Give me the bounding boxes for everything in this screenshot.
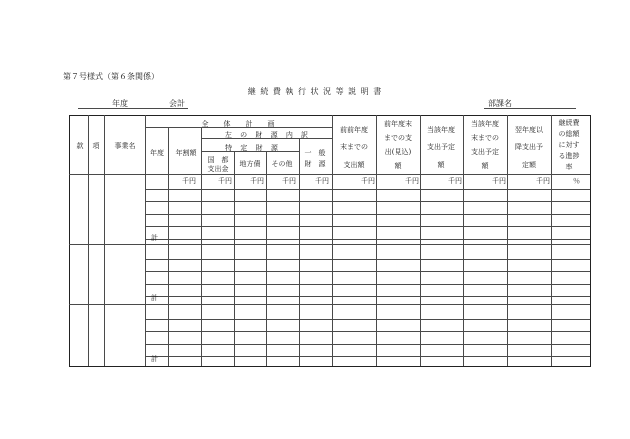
grid-line-v <box>69 115 70 366</box>
header-next-2: 降支出予 <box>515 143 543 151</box>
header-annual-amount: 年割額 <box>175 149 197 157</box>
unit-general: 千円 <box>315 177 329 185</box>
header-other: その他 <box>271 160 293 168</box>
grid-line-v <box>332 115 333 366</box>
header-progress-4: る進捗 <box>558 152 580 160</box>
header-prev-prev-2: 末までの <box>340 143 368 151</box>
grid-line-h <box>69 366 590 367</box>
header-progress-2: の総額 <box>558 130 580 138</box>
header-local-bond: 地方債 <box>239 160 261 168</box>
unit-cur-sched: 千円 <box>448 177 462 185</box>
header-project: 事業名 <box>114 142 136 150</box>
header-kou: 項 <box>92 142 100 150</box>
grid-line-h <box>145 319 590 320</box>
header-general-1: 一 般 <box>304 149 326 157</box>
unit-national: 千円 <box>218 177 232 185</box>
header-kan: 款 <box>76 142 84 150</box>
grid-line-v <box>420 115 421 366</box>
header-cur-sched-1: 当該年度 <box>427 126 455 134</box>
grid-line-h <box>69 115 590 116</box>
grid-line-v <box>376 115 377 366</box>
department-label: 部課名 <box>488 99 512 108</box>
header-cur-sched-3: 額 <box>437 161 445 169</box>
header-nendo: 年度 <box>150 149 164 157</box>
grid-line-h <box>145 214 590 215</box>
header-breakdown: 左 の 財 源 内 訳 <box>224 131 312 139</box>
header-special-funds: 特 定 財 源 <box>225 144 281 152</box>
header-prev-end-4: 額 <box>394 162 402 170</box>
unit-annual: 千円 <box>182 177 196 185</box>
unit-other: 千円 <box>282 177 296 185</box>
header-general-2: 財 源 <box>304 160 326 168</box>
grid-line-v <box>463 115 464 366</box>
grid-line-v <box>590 115 591 367</box>
grid-line-v <box>507 115 508 366</box>
grid-line-h <box>145 271 590 272</box>
header-overall-plan: 全 体 計 画 <box>201 120 279 128</box>
header-prev-prev-1: 前前年度 <box>340 126 368 134</box>
grid-line-h <box>145 226 590 227</box>
grid-line-v <box>104 115 105 366</box>
total-label: 計 <box>151 294 158 302</box>
header-progress-5: 率 <box>565 163 573 171</box>
grid-line-h <box>145 259 590 260</box>
grid-line-h <box>145 356 590 357</box>
grid-line-h <box>145 284 590 285</box>
header-progress-1: 継続費 <box>558 119 580 127</box>
unit-local-bond: 千円 <box>250 177 264 185</box>
document-title: 継 続 費 執 行 状 況 等 説 明 書 <box>247 87 383 96</box>
header-progress-3: に対す <box>558 141 580 149</box>
grid-line-h <box>69 304 590 305</box>
year-label: 年度 <box>112 99 128 108</box>
total-label: 計 <box>151 234 158 242</box>
grid-line-h <box>145 189 590 190</box>
header-next-3: 定額 <box>522 161 536 169</box>
account-label: 会計 <box>169 99 185 108</box>
header-cur-end-2: 末までの <box>471 134 499 142</box>
header-next-1: 翌年度以 <box>515 126 543 134</box>
unit-next: 千円 <box>536 177 550 185</box>
unit-prev-end: 千円 <box>405 177 419 185</box>
header-prev-end-2: までの支 <box>384 134 412 142</box>
department-underline <box>484 108 576 109</box>
unit-prev-prev: 千円 <box>361 177 375 185</box>
unit-progress: ％ <box>573 177 580 185</box>
unit-cur-end: 千円 <box>492 177 506 185</box>
header-cur-end-4: 額 <box>481 162 489 170</box>
header-prev-prev-3: 支出額 <box>343 161 365 169</box>
header-cur-end-3: 支出予定 <box>471 148 499 156</box>
form-number: 第７号様式（第６条関係） <box>63 72 159 81</box>
header-prev-end-1: 前年度末 <box>384 120 412 128</box>
grid-line-h <box>69 244 590 245</box>
grid-line-h <box>145 296 590 297</box>
header-national-1: 国 都 <box>207 156 229 164</box>
grid-line-h <box>69 174 590 175</box>
header-cur-sched-2: 支出予定 <box>427 143 455 151</box>
grid-line-h <box>145 201 590 202</box>
header-national-2: 支出金 <box>207 165 229 173</box>
grid-line-h <box>145 239 590 240</box>
total-label: 計 <box>151 355 158 363</box>
grid-line-v <box>551 115 552 366</box>
grid-line-v <box>145 115 146 366</box>
header-prev-end-3: 出(見込) <box>384 148 412 156</box>
grid-line-v <box>88 115 89 366</box>
header-cur-end-1: 当該年度 <box>471 120 499 128</box>
grid-line-h <box>145 331 590 332</box>
grid-line-h <box>145 344 590 345</box>
account-underline <box>78 108 188 109</box>
